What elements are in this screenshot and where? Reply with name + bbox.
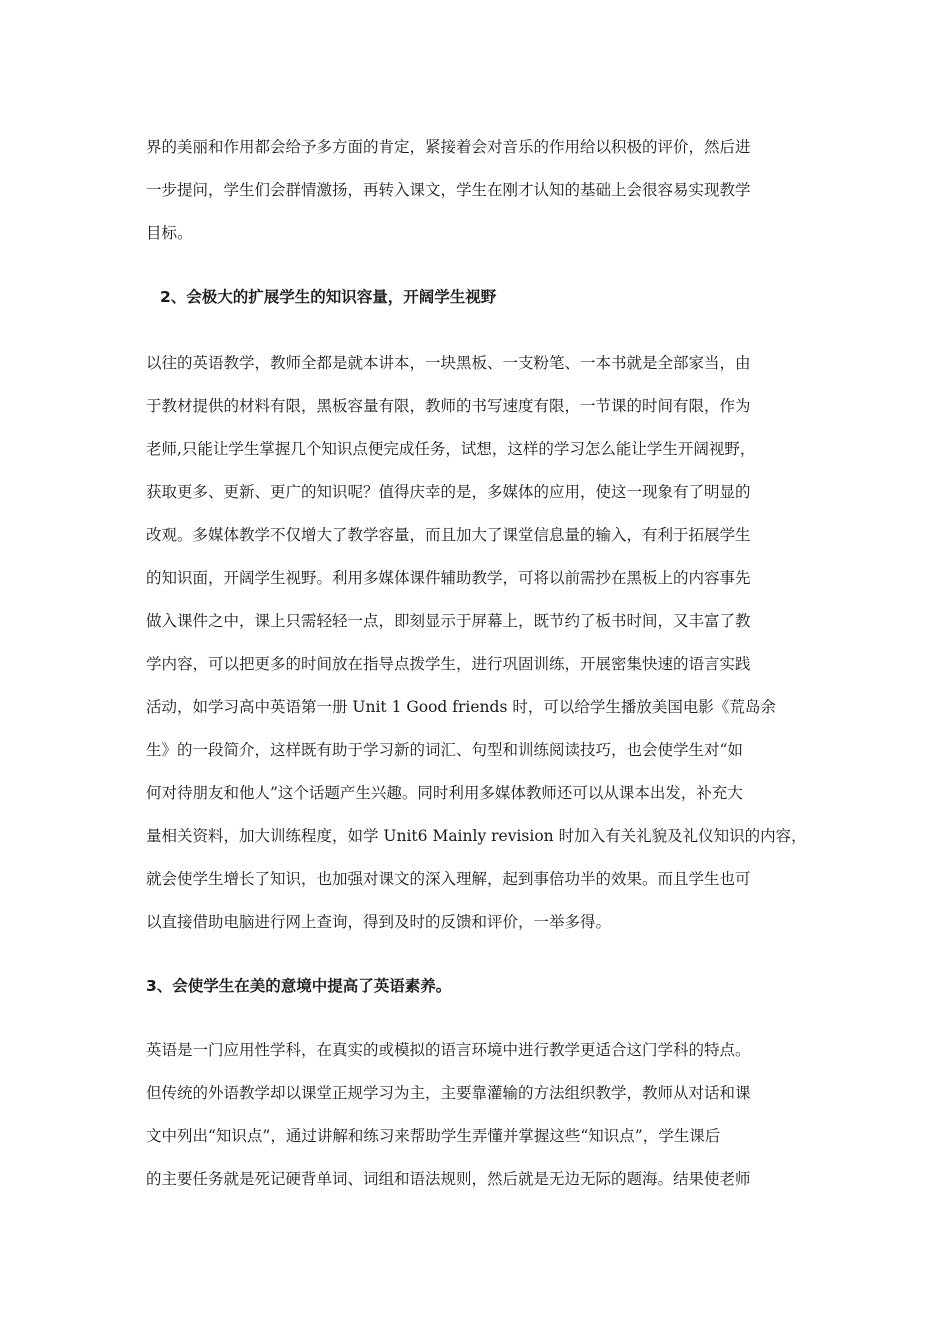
- section-heading-2: 2、会极大的扩展学生的知识容量，开阔学生视野: [160, 288, 497, 306]
- text-line: 就会使学生增长了知识，也加强对课文的深入理解，起到事倍功半的效果。而且学生也可: [146, 870, 751, 888]
- text-line: 何对待朋友和他人”这个话题产生兴趣。同时利用多媒体教师还可以从课本出发，补充大: [146, 784, 743, 802]
- text-line: 的知识面，开阔学生视野。利用多媒体课件辅助教学，可将以前需抄在黑板上的内容事先: [146, 569, 751, 587]
- text-line: 英语是一门应用性学科，在真实的或模拟的语言环境中进行教学更适合这门学科的特点。: [146, 1041, 751, 1059]
- section-heading-3: 3、会使学生在美的意境中提高了英语素养。: [146, 977, 452, 995]
- text-line: 文中列出“知识点”，通过讲解和练习来帮助学生弄懂并掌握这些“知识点”，学生课后: [146, 1127, 721, 1145]
- document-page: [146, 126, 806, 1201]
- text-line: 目标。: [146, 224, 193, 242]
- text-line: 获取更多、更新、更广的知识呢？值得庆幸的是，多媒体的应用，使这一现象有了明显的: [146, 483, 751, 501]
- paragraph-2: [146, 342, 806, 944]
- paragraph-1: [146, 126, 806, 255]
- paragraph-3: [146, 1029, 806, 1201]
- text-line: 的主要任务就是死记硬背单词、词组和语法规则，然后就是无边无际的题海。结果使老师: [146, 1170, 751, 1188]
- text-line: 量相关资料，加大训练程度，如学 Unit6 Mainly revision 时加入有关礼貌及礼仪知识的内容，: [146, 827, 807, 845]
- text-line: 于教材提供的材料有限，黑板容量有限，教师的书写速度有限，一节课的时间有限，作为: [146, 397, 751, 415]
- text-line: 老师,只能让学生掌握几个知识点便完成任务，试想，这样的学习怎么能让学生开阔视野，: [146, 440, 756, 458]
- text-line: 一步提问，学生们会群情激扬，再转入课文，学生在刚才认知的基础上会很容易实现教学: [146, 181, 751, 199]
- text-line: 活动，如学习高中英语第一册 Unit 1 Good friends 时，可以给学生播放美国电影《荒岛余: [146, 698, 776, 716]
- text-line: 界的美丽和作用都会给予多方面的肯定，紧接着会对音乐的作用给以积极的评价，然后进: [146, 138, 751, 156]
- text-line: 以往的英语教学，教师全都是就本讲本，一块黑板、一支粉笔、一本书就是全部家当，由: [146, 354, 751, 372]
- text-line: 做入课件之中，课上只需轻轻一点，即刻显示于屏幕上，既节约了板书时间，又丰富了教: [146, 612, 751, 630]
- text-line: 以直接借助电脑进行网上查询，得到及时的反馈和评价，一举多得。: [146, 913, 612, 931]
- text-line: 学内容，可以把更多的时间放在指导点拨学生，进行巩固训练，开展密集快速的语言实践: [146, 655, 751, 673]
- text-line: 生》的一段简介，这样既有助于学习新的词汇、句型和训练阅读技巧，也会使学生对“如: [146, 741, 743, 759]
- text-line: 改观。多媒体教学不仅增大了教学容量，而且加大了课堂信息量的输入，有利于拓展学生: [146, 526, 751, 544]
- text-line: 但传统的外语教学却以课堂正规学习为主，主要靠灌输的方法组织教学，教师从对话和课: [146, 1084, 751, 1102]
